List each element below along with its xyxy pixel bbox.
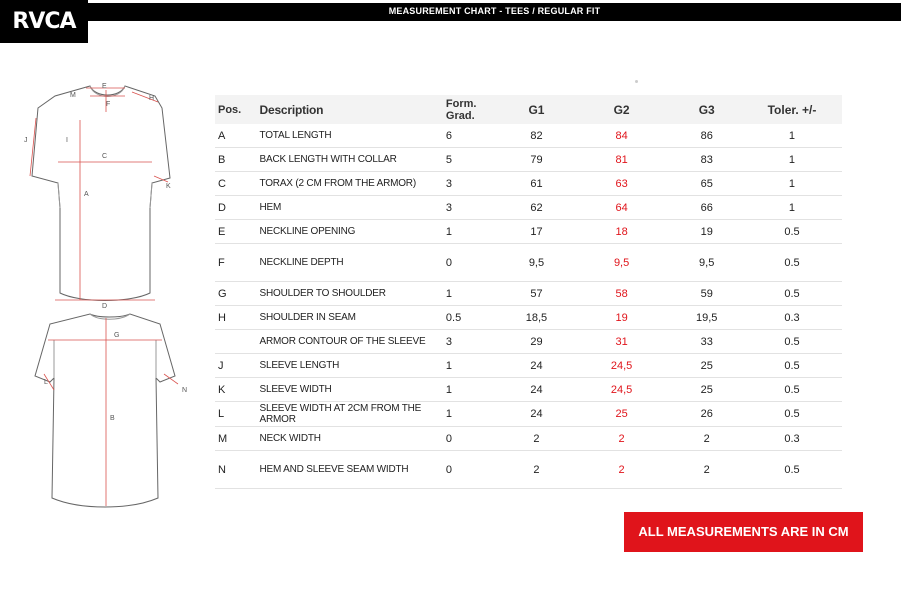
cell-g1: 57 <box>501 282 572 306</box>
cell-description: ARMOR CONTOUR OF THE SLEEVE <box>259 330 442 354</box>
col-tolerance: Toler. +/- <box>742 95 842 124</box>
cell-description: NECKLINE DEPTH <box>259 244 442 282</box>
cell-pos: C <box>215 172 259 196</box>
cell-form-grad: 1 <box>442 378 501 402</box>
cell-tolerance: 0.5 <box>742 330 842 354</box>
cell-form-grad: 0 <box>442 451 501 489</box>
cell-description: SLEEVE WIDTH <box>259 378 442 402</box>
label-n: N <box>182 387 188 394</box>
cell-g3: 19,5 <box>671 306 742 330</box>
tshirt-measurement-diagram <box>20 78 200 518</box>
cell-g2: 81 <box>572 148 672 172</box>
cell-g2: 64 <box>572 196 672 220</box>
cell-g3: 9,5 <box>671 244 742 282</box>
cell-description: TOTAL LENGTH <box>259 124 442 148</box>
cell-g3: 2 <box>671 427 742 451</box>
cell-description: NECK WIDTH <box>259 427 442 451</box>
cell-pos: G <box>215 282 259 306</box>
front-measure-lines <box>30 88 168 300</box>
cell-tolerance: 1 <box>742 172 842 196</box>
cell-g2: 24,5 <box>572 378 672 402</box>
cell-g2: 2 <box>572 427 672 451</box>
cell-g3: 65 <box>671 172 742 196</box>
table-row <box>215 306 842 330</box>
table-row <box>215 427 842 451</box>
cell-g1: 62 <box>501 196 572 220</box>
cell-g1: 29 <box>501 330 572 354</box>
cell-tolerance: 1 <box>742 196 842 220</box>
cell-form-grad: 5 <box>442 148 501 172</box>
col-pos: Pos. <box>215 95 259 124</box>
cell-g2: 31 <box>572 330 672 354</box>
page-title: MEASUREMENT CHART - TEES / REGULAR FIT <box>388 6 601 16</box>
cell-tolerance: 0.5 <box>742 378 842 402</box>
cell-form-grad: 3 <box>442 196 501 220</box>
cell-g3: 59 <box>671 282 742 306</box>
col-g3: G3 <box>671 95 742 124</box>
label-e: E <box>102 83 107 90</box>
cell-form-grad: 1 <box>442 282 501 306</box>
cell-g3: 25 <box>671 378 742 402</box>
table-row <box>215 402 842 427</box>
table-row <box>215 451 842 489</box>
label-b: B <box>110 415 115 422</box>
table-header-row <box>215 95 842 124</box>
cell-description: SLEEVE LENGTH <box>259 354 442 378</box>
cell-form-grad: 0 <box>442 427 501 451</box>
cell-pos: L <box>215 402 259 427</box>
label-m: M <box>70 92 76 99</box>
cell-form-grad: 1 <box>442 220 501 244</box>
cell-g1: 18,5 <box>501 306 572 330</box>
cell-g1: 82 <box>501 124 572 148</box>
cell-g3: 83 <box>671 148 742 172</box>
cell-g1: 24 <box>501 402 572 427</box>
header-bar <box>88 3 901 21</box>
cell-g3: 66 <box>671 196 742 220</box>
front-shirt-outline <box>32 86 170 301</box>
cell-g2: 58 <box>572 282 672 306</box>
rvca-logo: RVCA <box>0 0 88 43</box>
cell-g1: 2 <box>501 451 572 489</box>
back-shirt-outline <box>35 314 175 507</box>
cell-form-grad: 3 <box>442 330 501 354</box>
decorative-dot <box>635 80 638 83</box>
cell-form-grad: 1 <box>442 354 501 378</box>
cell-g3: 86 <box>671 124 742 148</box>
cell-g3: 33 <box>671 330 742 354</box>
table-row <box>215 354 842 378</box>
col-g2: G2 <box>572 95 672 124</box>
cell-pos <box>215 330 259 354</box>
table-row <box>215 148 842 172</box>
label-f: F <box>106 101 111 108</box>
cell-g2: 24,5 <box>572 354 672 378</box>
cell-tolerance: 0.5 <box>742 244 842 282</box>
cell-g3: 26 <box>671 402 742 427</box>
label-l: L <box>44 379 48 386</box>
label-i: I <box>66 137 68 144</box>
cell-form-grad: 1 <box>442 402 501 427</box>
units-notice: ALL MEASUREMENTS ARE IN CM <box>624 512 863 552</box>
cell-g2: 25 <box>572 402 672 427</box>
cell-pos: N <box>215 451 259 489</box>
cell-pos: B <box>215 148 259 172</box>
cell-description: HEM AND SLEEVE SEAM WIDTH <box>259 451 442 489</box>
cell-pos: F <box>215 244 259 282</box>
cell-g2: 9,5 <box>572 244 672 282</box>
cell-pos: E <box>215 220 259 244</box>
cell-g2: 63 <box>572 172 672 196</box>
table-row <box>215 244 842 282</box>
cell-form-grad: 0 <box>442 244 501 282</box>
cell-form-grad: 0.5 <box>442 306 501 330</box>
cell-tolerance: 0.5 <box>742 282 842 306</box>
front-measure-letters <box>24 83 171 310</box>
cell-pos: A <box>215 124 259 148</box>
label-j: J <box>24 137 28 144</box>
cell-pos: J <box>215 354 259 378</box>
cell-g3: 25 <box>671 354 742 378</box>
cell-form-grad: 3 <box>442 172 501 196</box>
cell-g1: 2 <box>501 427 572 451</box>
cell-tolerance: 0.5 <box>742 354 842 378</box>
label-c: C <box>102 153 108 160</box>
cell-form-grad: 6 <box>442 124 501 148</box>
cell-tolerance: 1 <box>742 148 842 172</box>
cell-g2: 2 <box>572 451 672 489</box>
cell-description: SHOULDER IN SEAM <box>259 306 442 330</box>
label-d: D <box>102 303 108 310</box>
col-g1: G1 <box>501 95 572 124</box>
cell-g3: 19 <box>671 220 742 244</box>
cell-pos: H <box>215 306 259 330</box>
table-row <box>215 124 842 148</box>
col-form-grad: Form. Grad. <box>442 95 501 124</box>
cell-description: SHOULDER TO SHOULDER <box>259 282 442 306</box>
cell-g1: 79 <box>501 148 572 172</box>
label-a: A <box>84 191 89 198</box>
label-g: G <box>114 332 120 339</box>
cell-g2: 19 <box>572 306 672 330</box>
table-row <box>215 220 842 244</box>
table-row <box>215 196 842 220</box>
table-row <box>215 330 842 354</box>
cell-description: SLEEVE WIDTH AT 2CM FROM THE ARMOR <box>259 402 442 427</box>
table-row <box>215 172 842 196</box>
table-row <box>215 282 842 306</box>
cell-g3: 2 <box>671 451 742 489</box>
cell-tolerance: 0.3 <box>742 427 842 451</box>
cell-tolerance: 0.5 <box>742 220 842 244</box>
cell-pos: D <box>215 196 259 220</box>
cell-description: NECKLINE OPENING <box>259 220 442 244</box>
cell-tolerance: 0.5 <box>742 402 842 427</box>
cell-tolerance: 0.5 <box>742 451 842 489</box>
cell-tolerance: 0.3 <box>742 306 842 330</box>
cell-g1: 24 <box>501 354 572 378</box>
table-row <box>215 378 842 402</box>
cell-description: HEM <box>259 196 442 220</box>
cell-g2: 18 <box>572 220 672 244</box>
cell-description: TORAX (2 CM FROM THE ARMOR) <box>259 172 442 196</box>
cell-g2: 84 <box>572 124 672 148</box>
measurement-table <box>215 95 842 489</box>
col-description: Description <box>259 95 442 124</box>
cell-tolerance: 1 <box>742 124 842 148</box>
cell-g1: 24 <box>501 378 572 402</box>
cell-pos: M <box>215 427 259 451</box>
cell-g1: 9,5 <box>501 244 572 282</box>
label-k: K <box>166 183 171 190</box>
cell-pos: K <box>215 378 259 402</box>
cell-description: BACK LENGTH WITH COLLAR <box>259 148 442 172</box>
back-measure-letters <box>44 332 187 422</box>
label-h: H <box>149 95 155 102</box>
cell-g1: 17 <box>501 220 572 244</box>
cell-g1: 61 <box>501 172 572 196</box>
